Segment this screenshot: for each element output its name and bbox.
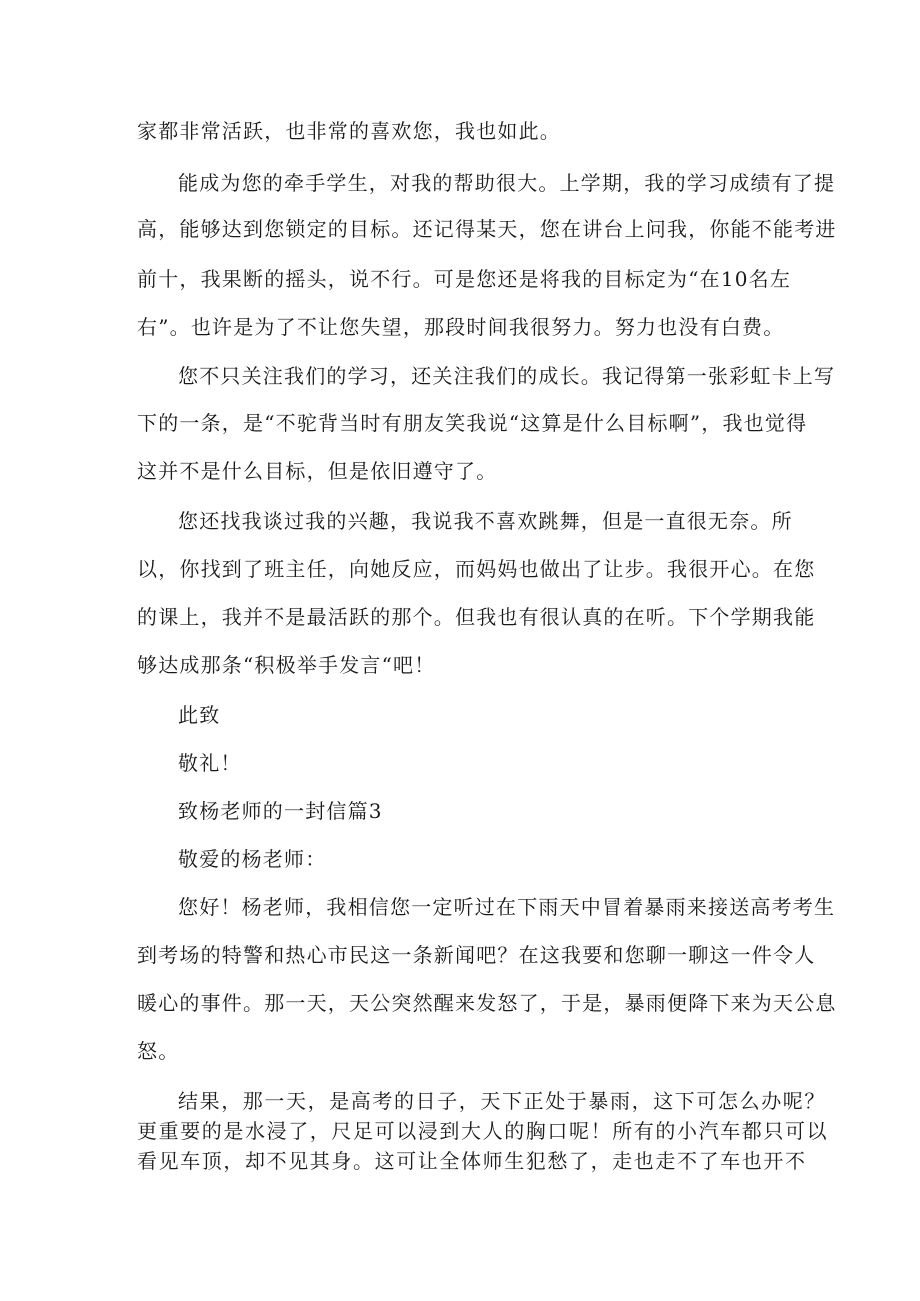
text-line-21: 结果，那一天，是高考的日子，天下正处于暴雨，这下可怎么办呢？: [178, 1089, 826, 1113]
text-line-7: 下的一条，是“不驼背当时有朋友笑我说“这算是什么目标啊”，我也觉得: [137, 411, 808, 435]
text-line-2: 能成为您的牵手学生，对我的帮助很大。上学期，我的学习成绩有了提: [178, 171, 836, 195]
text-line-22: 更重要的是水浸了，尺足可以浸到大人的胸口呢！所有的小汽车都只可以: [137, 1119, 829, 1143]
text-line-23: 看见车顶，却不见其身。这可让全体师生犯愁了，走也走不了车也开不: [137, 1149, 807, 1173]
text-line-6: 您不只关注我们的学习，还关注我们的成长。我记得第一张彩虹卡上写: [178, 364, 836, 388]
text-line-20: 怒。: [137, 1039, 180, 1063]
text-line-10: 以，你找到了班主任，向她反应，而妈妈也做出了让步。我很开心。在您: [137, 557, 816, 581]
text-line-4: 前十，我果断的摇头，说不行。可是您还是将我的目标定为“在10名左: [137, 267, 792, 291]
text-line-19: 暖心的事件。那一天，天公突然醒来发怒了，于是，暴雨便降下来为天公息: [137, 991, 837, 1015]
text-line-8: 这并不是什么目标，但是依旧遵守了。: [137, 459, 498, 483]
closing-regards: 敬礼！: [178, 751, 242, 775]
text-line-3: 高，能够达到您锁定的目标。还记得某天，您在讲台上问我，你能不能考进: [137, 217, 837, 241]
closing-salutation: 此致: [178, 703, 221, 727]
text-line-9: 您还找我谈过我的兴趣，我说我不喜欢跳舞，但是一直很无奈。所: [178, 509, 793, 533]
letter-greeting: 敬爱的杨老师：: [178, 847, 327, 871]
text-line-1: 家都非常活跃，也非常的喜欢您，我也如此。: [137, 119, 561, 143]
section-heading: 致杨老师的一封信篇3: [178, 799, 383, 823]
text-line-11: 的课上，我并不是最活跃的那个。但我也有很认真的在听。下个学期我能: [137, 605, 816, 629]
text-line-5: 右”。也许是为了不让您失望，那段时间我很努力。努力也没有白费。: [137, 315, 785, 339]
text-line-12: 够达成那条“积极举手发言“吧！: [137, 653, 436, 677]
text-line-17: 您好！杨老师，我相信您一定听过在下雨天中冒着暴雨来接送高考考生: [178, 895, 836, 919]
text-line-18: 到考场的特警和热心市民这一条新闻吧？在这我要和您聊一聊这一件令人: [137, 943, 816, 967]
